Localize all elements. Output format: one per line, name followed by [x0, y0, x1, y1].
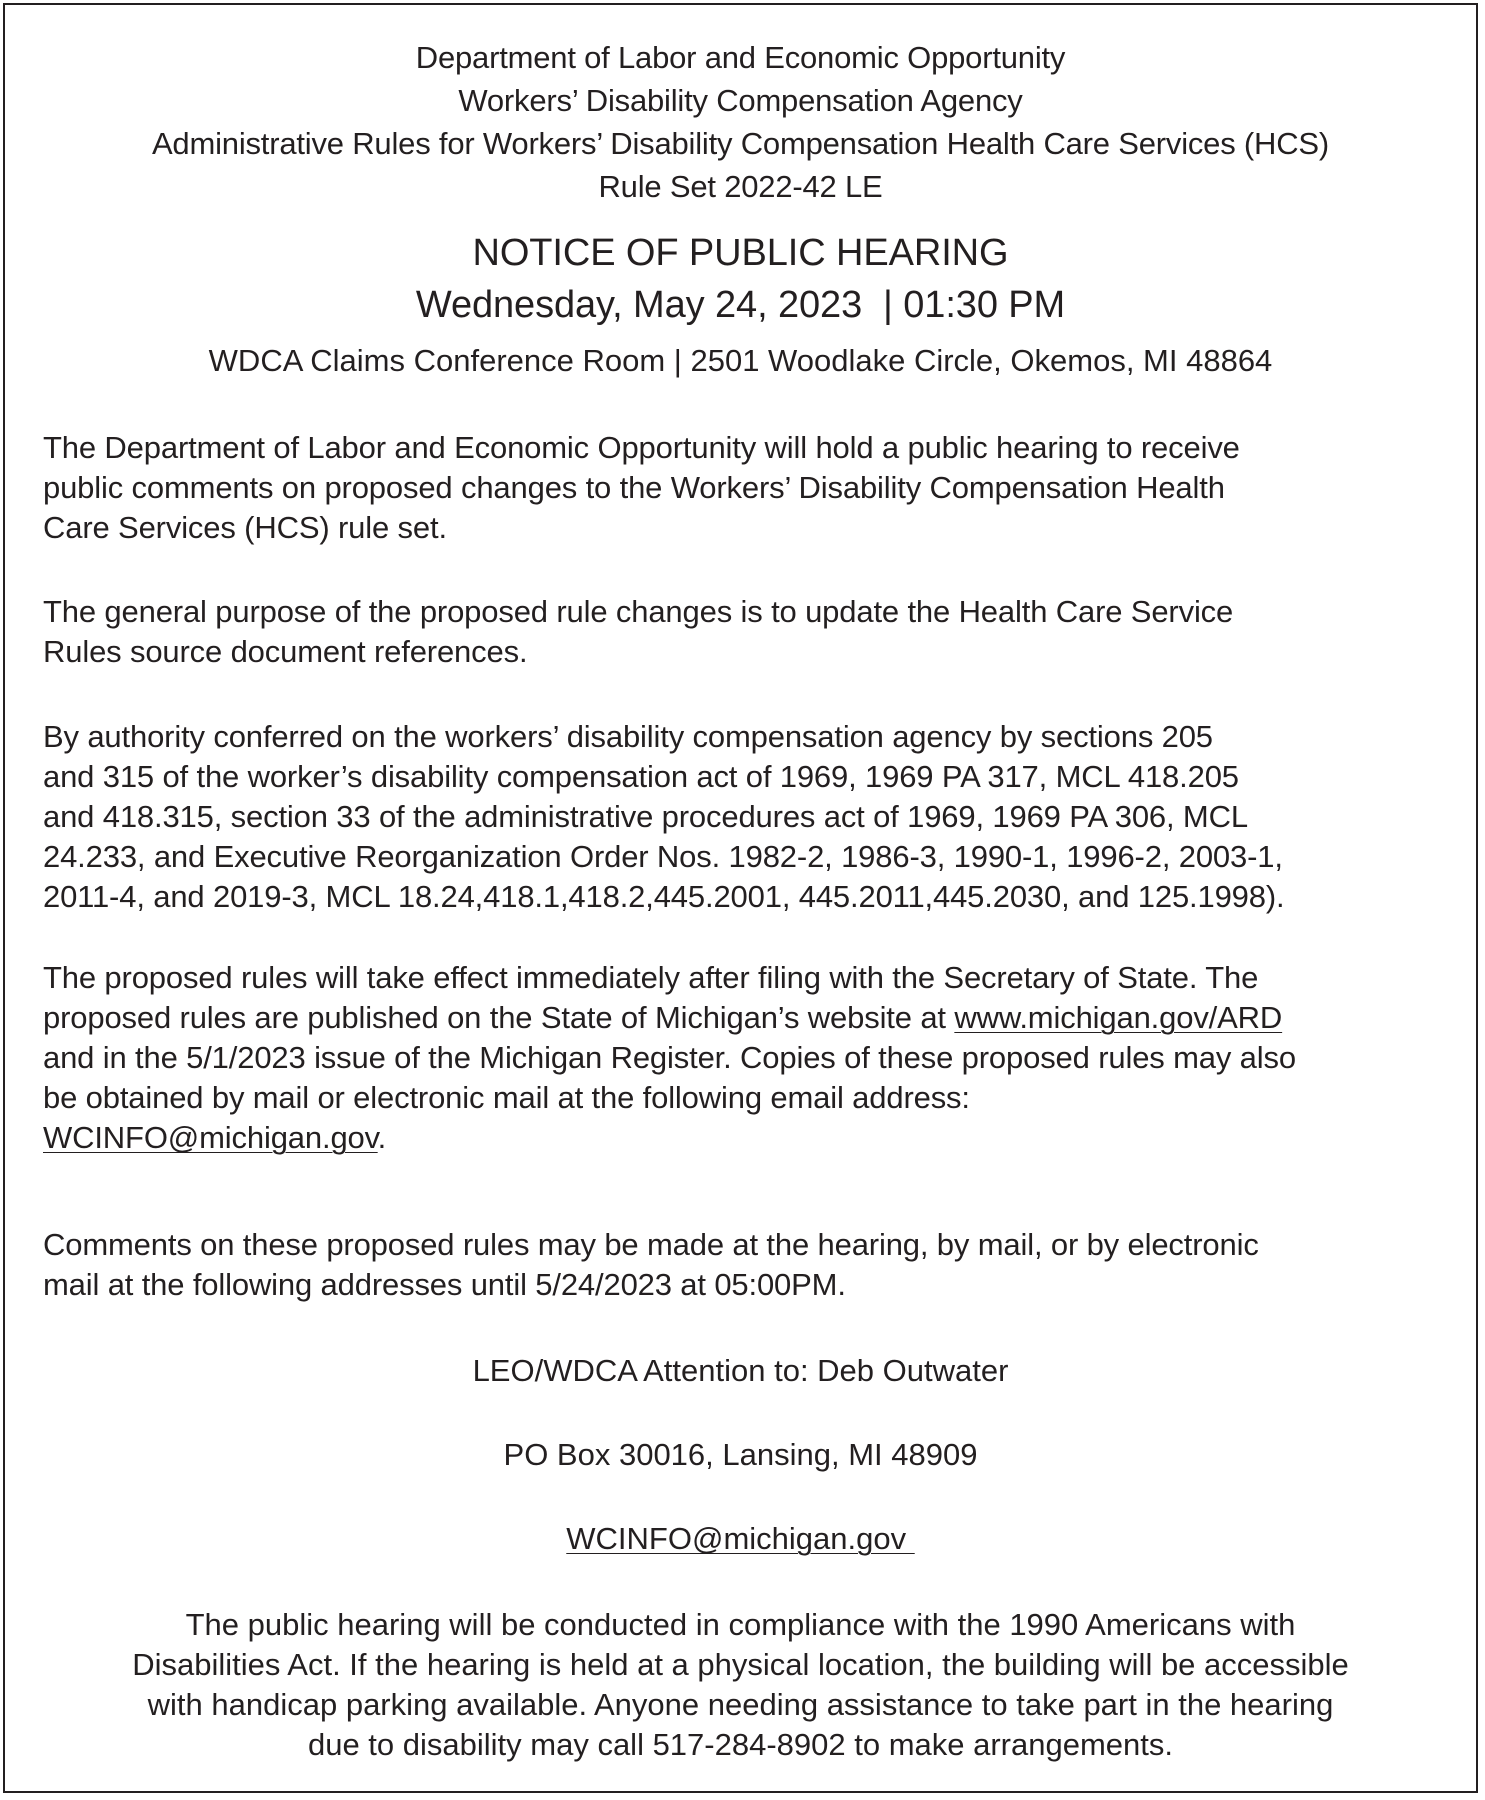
- paragraph-line: Care Services (HCS) rule set.: [43, 510, 447, 545]
- paragraph-line: mail at the following addresses until 5/24/2023 at 05:00PM.: [43, 1267, 846, 1302]
- paragraph-line: The proposed rules will take effect immediately after filing with the Secretary of State. The: [43, 960, 1259, 995]
- paragraph-line: and 315 of the worker’s disability compensation act of 1969, 1969 PA 317, MCL 418.205: [43, 759, 1239, 794]
- paragraph-line: The general purpose of the proposed rule changes is to update the Health Care Service: [43, 594, 1234, 629]
- paragraph-line: and in the 5/1/2023 issue of the Michigan Register. Copies of these proposed rules may also: [43, 1040, 1296, 1075]
- footer-line: The public hearing will be conducted in compliance with the 1990 Americans with: [185, 1607, 1296, 1642]
- paragraph-line: 2011-4, and 2019-3, MCL 18.24,418.1,418.2,445.2001, 445.2011,445.2030, and 125.1998).: [43, 879, 1285, 914]
- paragraph-comments: [43, 1225, 1463, 1305]
- ard-website-link[interactable]: www.michigan.gov/ARD: [954, 1000, 1283, 1035]
- department-name: Department of Labor and Economic Opportunity: [415, 40, 1066, 75]
- paragraph-authority: [43, 717, 1463, 917]
- paragraph-line: By authority conferred on the workers’ disability compensation agency by sections 205: [43, 719, 1213, 754]
- hearing-venue: WDCA Claims Conference Room | 2501 Woodlake Circle, Okemos, MI 48864: [208, 343, 1273, 378]
- paragraph-publication: [43, 958, 1463, 1158]
- notice-title: NOTICE OF PUBLIC HEARING: [472, 232, 1009, 274]
- accessibility-statement: [5, 1605, 1476, 1765]
- agency-name: Workers’ Disability Compensation Agency: [458, 83, 1023, 118]
- paragraph-text: proposed rules are published on the State of Michigan’s website at: [43, 1000, 955, 1035]
- paragraph-text: .: [377, 1120, 387, 1155]
- contact-address: PO Box 30016, Lansing, MI 48909: [503, 1437, 978, 1472]
- footer-line: due to disability may call 517-284-8902 to make arrangements.: [307, 1727, 1174, 1762]
- footer-line: with handicap parking available. Anyone needing assistance to take part in the hearing: [147, 1687, 1334, 1722]
- paragraph-line: be obtained by mail or electronic mail at the following email address:: [43, 1080, 970, 1115]
- contact-email-link[interactable]: WCINFO@michigan.gov: [566, 1521, 915, 1556]
- paragraph-intro: [43, 428, 1463, 548]
- rule-set-number: Rule Set 2022-42 LE: [598, 169, 883, 204]
- notice-header: [5, 36, 1476, 208]
- hearing-heading: [5, 227, 1476, 331]
- paragraph-line: Comments on these proposed rules may be made at the hearing, by mail, or by electronic: [43, 1227, 1259, 1262]
- paragraph-line: 24.233, and Executive Reorganization Order Nos. 1982-2, 1986-3, 1990-1, 1996-2, 2003-1,: [43, 839, 1283, 874]
- wcinfo-email-link[interactable]: WCINFO@michigan.gov: [43, 1120, 378, 1155]
- paragraph-line: public comments on proposed changes to the Workers’ Disability Compensation Health: [43, 470, 1225, 505]
- contact-email-row: [5, 1519, 1476, 1559]
- public-notice: [3, 3, 1478, 1793]
- paragraph-line: Rules source document references.: [43, 634, 528, 669]
- paragraph-line: [43, 998, 1463, 1038]
- paragraph-line: The Department of Labor and Economic Opportunity will hold a public hearing to receive: [43, 430, 1240, 465]
- contact-attention: LEO/WDCA Attention to: Deb Outwater: [472, 1353, 1009, 1388]
- hearing-datetime: Wednesday, May 24, 2023 | 01:30 PM: [415, 284, 1066, 326]
- rules-title: Administrative Rules for Workers’ Disability Compensation Health Care Services (HCS): [151, 126, 1330, 161]
- footer-line: Disabilities Act. If the hearing is held at a physical location, the building will be accessible: [132, 1647, 1349, 1682]
- paragraph-line: and 418.315, section 33 of the administrative procedures act of 1969, 1969 PA 306, MCL: [43, 799, 1248, 834]
- paragraph-line: [43, 1118, 1463, 1158]
- paragraph-purpose: [43, 592, 1463, 672]
